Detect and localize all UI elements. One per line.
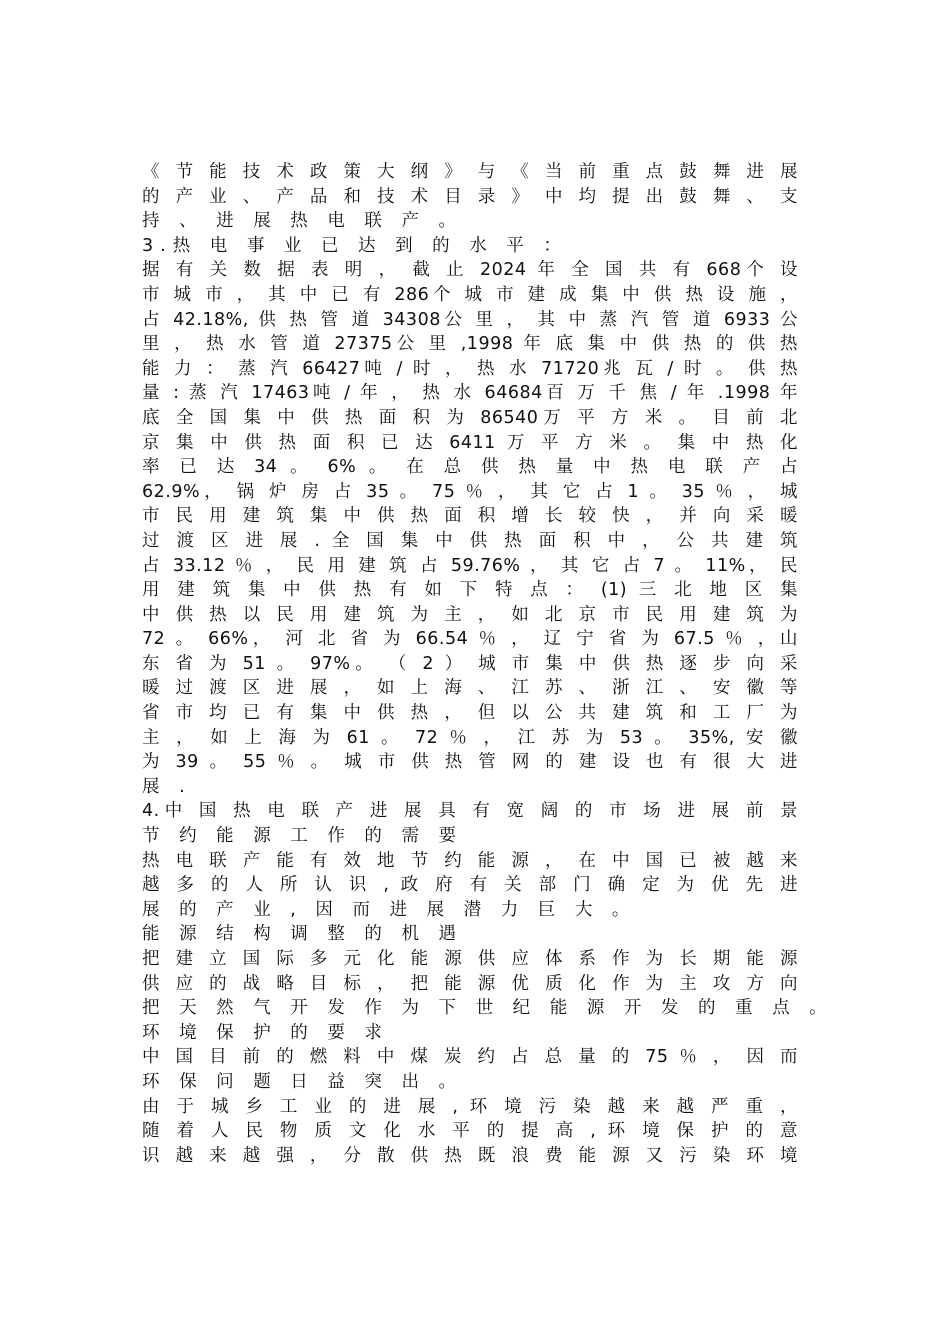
text-line: 底 全 国 集 中 供 热 面 积 为 86540万 平 方 米 。 目 前 北 xyxy=(142,407,798,428)
text-line: 《 节 能 技 术 政 策 大 纲 》 与 《 当 前 重 点 鼓 舞 进 展 xyxy=(142,162,798,182)
text-line: 主 ， 如 上 海 为 61 。 72 ％ ， 江 苏 为 53 。 35%, 安 徽 xyxy=(142,727,798,748)
text-line: 热 电 联 产 能 有 效 地 节 约 能 源 ， 在 中 国 已 被 越 来 xyxy=(142,850,798,871)
text-line: 展 . xyxy=(142,776,192,797)
text-line: 中 国 目 前 的 燃 料 中 煤 炭 约 占 总 量 的 75 ％ ， 因 而 xyxy=(142,1047,798,1068)
text-line: 环 保 问 题 日 益 突 出 。 xyxy=(142,1071,464,1092)
document-body xyxy=(142,160,834,1168)
text-line: 暖 过 渡 区 进 展 ， 如 上 海 、 江 苏 、 浙 江 、 安 徽 等 xyxy=(142,678,798,699)
text-line: 中 供 热 以 民 用 建 筑 为 主 ， 如 北 京 市 民 用 建 筑 为 xyxy=(142,604,798,625)
text-line: 用 建 筑 集 中 供 热 有 如 下 特 点 ： (1) 三 北 地 区 集 xyxy=(142,580,798,601)
text-line: 持 、 进 展 热 电 联 产 。 xyxy=(142,211,464,232)
text-line: 东 省 为 51 。 97%。 （ 2 ） 城 市 集 中 供 热 逐 步 向 采 xyxy=(142,653,798,674)
text-line: 展 的 产 业 , 因 而 进 展 潜 力 巨 大 。 xyxy=(142,899,637,920)
text-line: 把 天 然 气 开 发 作 为 下 世 纪 能 源 开 发 的 重 点 。 xyxy=(142,998,834,1019)
text-line: 里 ， 热 水 管 道 27375公 里 ,1998 年 底 集 中 供 热 的 供 热 xyxy=(142,334,798,355)
text-line: 市 城 市 ， 其 中 已 有 286个 城 市 建 成 集 中 供 热 设 施 ， xyxy=(142,284,798,305)
text-line: 为 39 。 55 ％ 。 城 市 供 热 管 网 的 建 设 也 有 很 大 进 xyxy=(142,752,798,773)
text-line: 把 建 立 国 际 多 元 化 能 源 供 应 体 系 作 为 长 期 能 源 xyxy=(142,949,798,969)
text-line: 72 。 66%， 河 北 省 为 66.54 ％ ， 辽 宁 省 为 67.5 ％ ，山 xyxy=(142,629,798,650)
text-line: 率 已 达 34 。 6% 。 在 总 供 热 量 中 热 电 联 产 占 xyxy=(142,457,798,478)
text-line: 过 渡 区 进 展 . 全 国 集 中 供 热 面 积 中 ， 公 共 建 筑 xyxy=(142,530,798,551)
text-line: 越 多 的 人 所 认 识 , 政 府 有 关 部 门 确 定 为 优 先 进 xyxy=(142,875,798,896)
text-line: 省 市 均 已 有 集 中 供 热 ， 但 以 公 共 建 筑 和 工 厂 为 xyxy=(142,703,798,724)
text-line: 供 应 的 战 略 目 标 ， 把 能 源 优 质 化 作 为 主 攻 方 向 xyxy=(142,973,798,994)
text-line: 市 民 用 建 筑 集 中 供 热 面 积 增 长 较 快 ， 并 向 采 暖 xyxy=(142,506,798,527)
text-line: 占 33.12 ％ ， 民 用 建 筑 占 59.76% ， 其 它 占 7 。 11%， 民 xyxy=(142,555,798,576)
text-line: 能 源 结 构 调 整 的 机 遇 xyxy=(142,924,464,945)
text-line: 由 于 城 乡 工 业 的 进 展 , 环 境 污 染 越 来 越 严 重 ， xyxy=(142,1096,798,1117)
text-line: 能 力 ： 蒸 汽 66427吨 / 时 ， 热 水 71720兆 瓦 / 时 。 供 热 xyxy=(142,358,798,379)
text-line: 量 : 蒸 汽 17463吨 / 年 ， 热 水 64684百 万 千 焦 / 年 .1998 年 xyxy=(142,383,798,404)
text-line: 识 越 来 越 强 ， 分 散 供 热 既 浪 费 能 源 又 污 染 环 境 xyxy=(142,1145,798,1166)
text-line: 3.热 电 事 业 已 达 到 的 水 平 ： xyxy=(142,235,568,256)
text-line: 京 集 中 供 热 面 积 已 达 6411 万 平 方 米 。 集 中 热 化 xyxy=(142,432,798,453)
text-line: 随 着 人 民 物 质 文 化 水 平 的 提 高 , 环 境 保 护 的 意 xyxy=(142,1121,798,1142)
text-line: 的 产 业 、 产 品 和 技 术 目 录 》 中 均 提 出 鼓 舞 、 支 xyxy=(142,186,798,207)
text-line: 占 42.18%, 供 热 管 道 34308公 里 ， 其 中 蒸 汽 管 道 6933 公 xyxy=(142,309,798,330)
text-line: 62.9%， 锅 炉 房 占 35 。 75 ％ ， 其 它 占 1 。 35 ％ ， 城 xyxy=(142,481,798,502)
text-line: 节 约 能 源 工 作 的 需 要 xyxy=(142,826,464,847)
text-line: 4.中 国 热 电 联 产 进 展 具 有 宽 阔 的 市 场 进 展 前 景 xyxy=(142,801,798,822)
text-line: 环 境 保 护 的 要 求 xyxy=(142,1022,389,1043)
text-line: 据 有 关 数 据 表 明 ， 截 止 2024 年 全 国 共 有 668个 设 xyxy=(142,260,798,281)
